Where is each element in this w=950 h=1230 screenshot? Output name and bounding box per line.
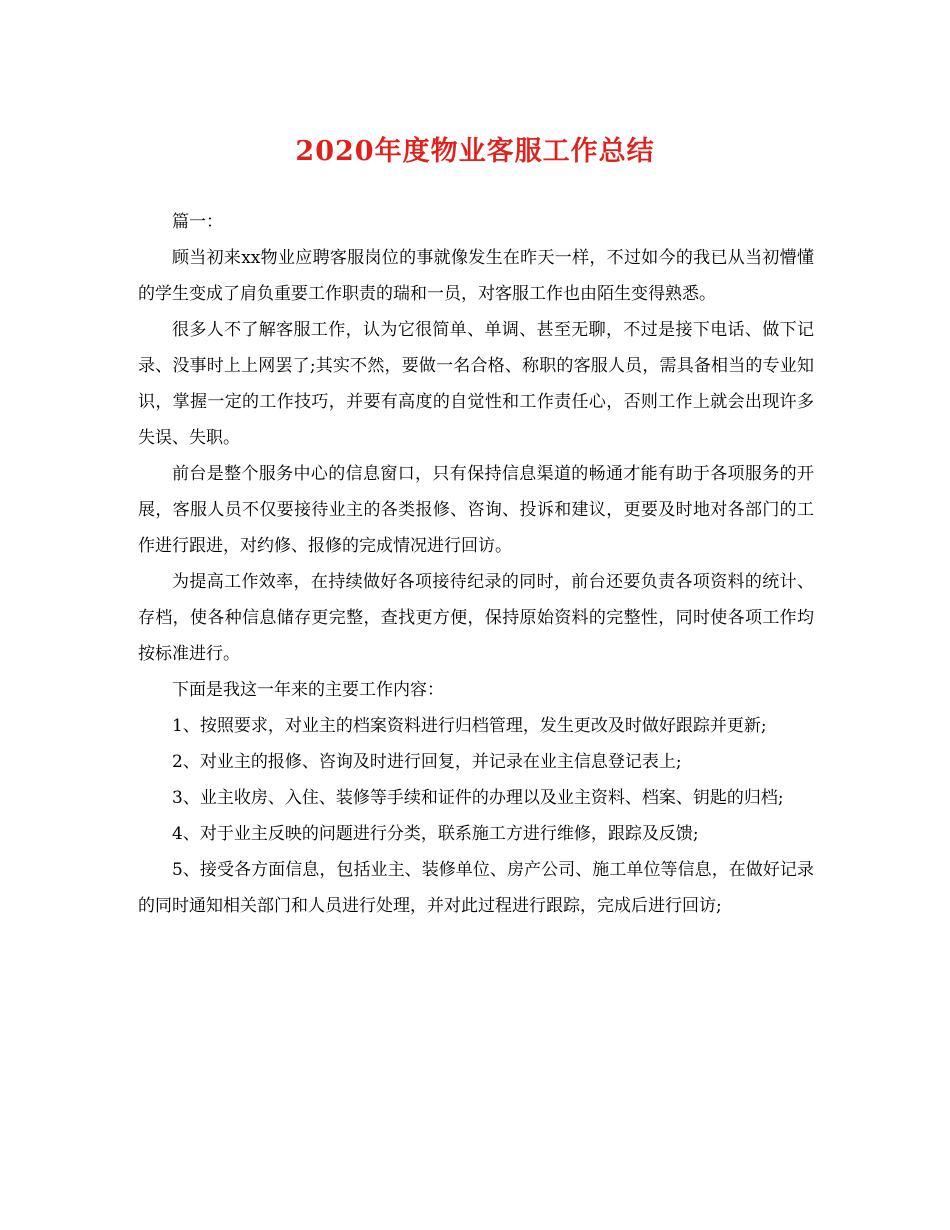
list-item: 3、业主收房、入住、装修等手续和证件的办理以及业主资料、档案、钥匙的归档; — [172, 788, 784, 808]
document-title: 2020年度物业客服工作总结 — [295, 136, 655, 167]
list-item: 5、接受各方面信息，包括业主、装修单位、房产公司、施工单位等信息，在做好记录的同时通知相关部门和人员进行处理，并对此过程进行跟踪，完成后进行回访; — [138, 860, 814, 916]
list-item: 1、按照要求，对业主的档案资料进行归档管理，发生更改及时做好跟踪并更新; — [172, 716, 767, 736]
paragraph: 顾当初来xx物业应聘客服岗位的事就像发生在昨天一样，不过如今的我已从当初懵懂的学生变成了肩负重要工作职责的瑞和一员，对客服工作也由陌生变得熟悉。 — [138, 248, 814, 304]
paragraph: 前台是整个服务中心的信息窗口，只有保持信息渠道的畅通才能有助于各项服务的开展，客服人员不仅要接待业主的各类报修、咨询、投诉和建议，更要及时地对各部门的工作进行跟进，对约修、报修的完成情况进行回访。 — [138, 464, 814, 556]
paragraph: 为提高工作效率，在持续做好各项接待纪录的同时，前台还要负责各项资料的统计、存档，使各种信息储存更完整，查找更方便，保持原始资料的完整性，同时使各项工作均按标准进行。 — [138, 572, 814, 664]
paragraph-list-intro: 下面是我这一年来的主要工作内容： — [172, 680, 444, 700]
list-item: 4、对于业主反映的问题进行分类，联系施工方进行维修，跟踪及反馈; — [172, 824, 699, 844]
document-body — [138, 204, 814, 924]
list-item: 2、对业主的报修、咨询及时进行回复，并记录在业主信息登记表上; — [172, 752, 682, 772]
paragraph-section-label: 篇一： — [172, 212, 223, 232]
paragraph: 很多人不了解客服工作，认为它很简单、单调、甚至无聊，不过是接下电话、做下记录、没事时上上网罢了;其实不然，要做一名合格、称职的客服人员，需具备相当的专业知识，掌握一定的工作技巧，并要有高度的自觉性和工作责任心，否则工作上就会出现许多失误、失职。 — [138, 320, 814, 448]
